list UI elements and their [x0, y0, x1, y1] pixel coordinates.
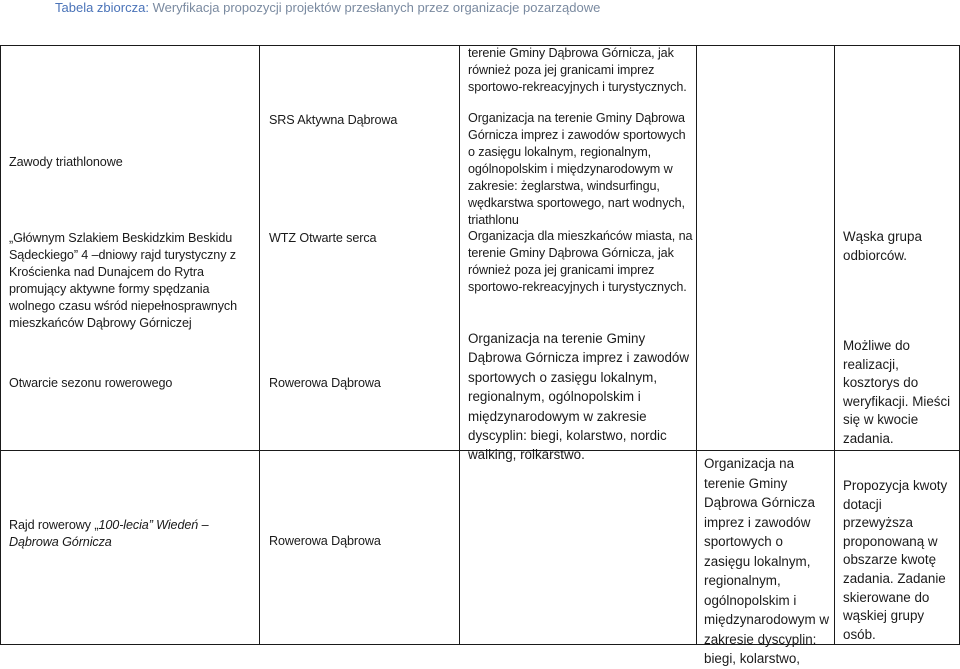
verification-note: Propozycja kwoty dotacji przewyższa proponowaną w obszarze kwotę zadania. Zadanie skierowane do wąskiej grupy osób. — [843, 478, 948, 642]
table-border-left — [0, 45, 1, 645]
organization-cell — [269, 230, 454, 247]
statutory-scope-cell — [468, 110, 693, 229]
verification-note: Wąska grupa odbiorców. — [843, 229, 922, 263]
statutory-scope: Organizacja na terenie Gminy Dąbrowa Górnicza imprez i zawodów sportowych o zasięgu lokalnym, regionalnym, ogólnopolskim i międzynarodowym w zakresie: żeglarstwa, windsurfingu, wędkarstwa sportowego, nart wodnych, triathlonu — [468, 111, 686, 227]
caption-title: Weryfikacja propozycji projektów przesłanych przez organizacje pozarządowe — [148, 0, 601, 15]
event-name-cell — [9, 375, 254, 392]
statutory-scope-cell — [468, 45, 693, 96]
statutory-scope-cell — [468, 329, 693, 465]
caption-prefix: Tabela zbiorcza: — [55, 0, 149, 15]
organization-cell — [269, 533, 454, 550]
organization-name: Rowerowa Dąbrowa — [269, 534, 381, 548]
table-col-divider — [459, 45, 460, 645]
table-caption — [55, 0, 600, 15]
table-col-divider — [696, 45, 697, 645]
event-name-cell — [9, 517, 254, 551]
verification-note-cell — [843, 228, 955, 265]
organization-name: Rowerowa Dąbrowa — [269, 376, 381, 390]
statutory-scope-continued: terenie Gminy Dąbrowa Górnicza, jak również poza jej granicami imprez sportowo-rekreacyjnych i turystycznych. — [468, 46, 687, 94]
statutory-scope: Organizacja dla mieszkańców miasta, na terenie Gminy Dąbrowa Górnicza, jak również poza jej granicami imprez sportowo-rekreacyjnych i turystycznych. — [468, 229, 693, 294]
event-name: „Głównym Szlakiem Beskidzkim Beskidu Sądeckiego” 4 –dniowy rajd turystyczny z Krościenka nad Dunajcem do Rytra promujący aktywne formy spędzania wolnego czasu wśród niepełnosprawnych mieszkańców Dąbrowy Górniczej — [9, 231, 238, 330]
event-name-part: Rajd rowerowy „ — [9, 518, 99, 532]
organization-cell — [269, 375, 454, 392]
event-name: Zawody triathlonowe — [9, 155, 123, 169]
statutory-scope: Organizacja na terenie Gminy Dąbrowa Górnicza imprez i zawodów sportowych o zasięgu lokalnym, regionalnym, ogólnopolskim i międzynarodowym w zakresie dyscyplin: biegi, kolarstwo, nordic walking, rolkarstwo. — [468, 331, 690, 463]
verification-note-cell — [843, 337, 955, 449]
event-name-cell — [9, 230, 254, 332]
event-name-italic-part: 100-lecia” Wiedeń – Dąbrowa Górnicza — [9, 518, 209, 549]
statutory-scope: Organizacja na terenie Gminy Dąbrowa Górnicza imprez i zawodów sportowych o zasięgu lokalnym, regionalnym, ogólnopolskim i międzynarodowym w zakresie dyscyplin: biegi, kolarstwo, — [704, 456, 830, 666]
event-name-cell — [9, 154, 254, 171]
verification-note-cell — [843, 477, 955, 644]
statutory-scope-cell — [468, 228, 693, 296]
table-col-divider — [834, 45, 835, 645]
organization-name: SRS Aktywna Dąbrowa — [269, 113, 398, 127]
event-name — [9, 517, 254, 551]
statutory-scope-cell — [704, 454, 832, 669]
organization-name: WTZ Otwarte serca — [269, 231, 377, 245]
verification-note: Możliwe do realizacji, kosztorys do weryfikacji. Mieści się w kwocie zadania. — [843, 338, 951, 446]
table-col-divider — [259, 45, 260, 645]
organization-cell — [269, 112, 454, 129]
event-name: Otwarcie sezonu rowerowego — [9, 376, 173, 390]
